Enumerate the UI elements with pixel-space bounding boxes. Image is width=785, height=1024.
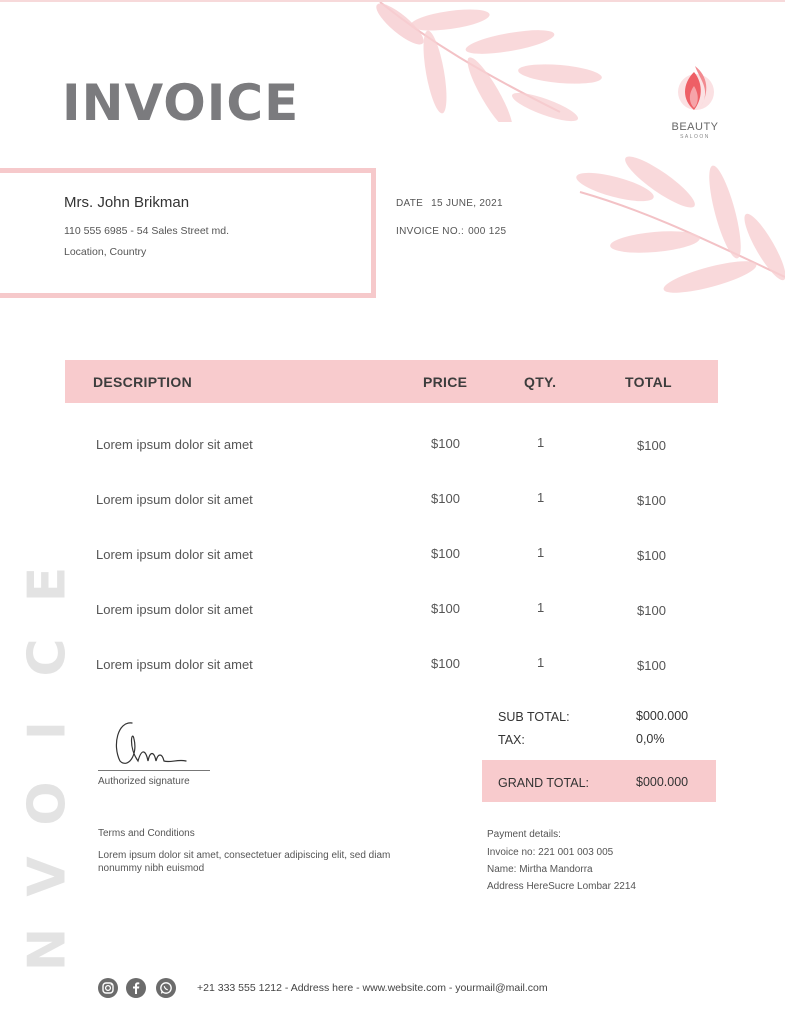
payment-title: Payment details: [487, 829, 561, 840]
client-contact-line: 110 555 6985 - 54 Sales Street md. [64, 225, 229, 237]
grand-total-value: $000.000 [636, 775, 689, 789]
invoice-number-label: INVOICE NO.: [396, 226, 465, 237]
date-value: 15 JUNE, 2021 [431, 198, 503, 209]
invoice-number [396, 226, 506, 237]
watermark-letter: V [17, 856, 78, 897]
row-price: $100 [431, 546, 460, 561]
watermark-letter: O [17, 781, 78, 826]
column-header-description: DESCRIPTION [93, 374, 192, 390]
watermark-letter: N [17, 927, 78, 972]
row-qty: 1 [537, 435, 545, 450]
brand-name: BEAUTY [671, 121, 719, 133]
invoice-title: INVOICE [62, 74, 300, 132]
brand-tagline: SALOON [680, 134, 710, 140]
row-description: Lorem ipsum dolor sit amet [96, 492, 253, 507]
row-qty: 1 [537, 545, 545, 560]
row-description: Lorem ipsum dolor sit amet [96, 602, 253, 617]
row-total: $100 [637, 493, 666, 508]
row-price: $100 [431, 436, 460, 451]
watermark-letter: I [17, 720, 78, 741]
row-total: $100 [637, 603, 666, 618]
terms-text: Lorem ipsum dolor sit amet, consectetuer adipiscing elit, sed diam nonummy nibh euismod [98, 850, 391, 874]
signature-line [98, 770, 210, 771]
row-total: $100 [637, 658, 666, 673]
row-description: Lorem ipsum dolor sit amet [96, 547, 253, 562]
tax-label: TAX: [498, 733, 525, 747]
column-header-price: PRICE [423, 374, 468, 390]
flame-logo-icon [672, 62, 718, 114]
row-price: $100 [431, 491, 460, 506]
instagram-icon[interactable] [98, 978, 118, 998]
payment-address: Address HereSucre Lombar 2214 [487, 881, 636, 892]
signature-drawing [98, 717, 208, 769]
grand-total-label: GRAND TOTAL: [498, 776, 589, 790]
payment-name: Name: Mirtha Mandorra [487, 864, 593, 875]
row-qty: 1 [537, 600, 545, 615]
terms-title: Terms and Conditions [98, 828, 195, 839]
invoice-number-value: 000 125 [468, 226, 507, 237]
row-description: Lorem ipsum dolor sit amet [96, 657, 253, 672]
leaf-branch-top-decoration [360, 2, 610, 122]
brand-logo [662, 62, 728, 140]
row-price: $100 [431, 656, 460, 671]
watermark-letter: C [17, 638, 78, 677]
client-location-line: Location, Country [64, 246, 147, 258]
row-total: $100 [637, 438, 666, 453]
row-description: Lorem ipsum dolor sit amet [96, 437, 253, 452]
subtotal-label: SUB TOTAL: [498, 710, 570, 724]
signature-label: Authorized signature [98, 776, 190, 787]
subtotal-value: $000.000 [636, 709, 689, 723]
row-qty: 1 [537, 655, 545, 670]
row-qty: 1 [537, 490, 545, 505]
row-price: $100 [431, 601, 460, 616]
leaf-branch-right-decoration [560, 152, 785, 312]
row-total: $100 [637, 548, 666, 563]
invoice-date [396, 198, 503, 209]
tax-value: 0,0% [636, 732, 665, 746]
whatsapp-icon[interactable] [156, 978, 176, 998]
date-label: DATE [396, 198, 424, 209]
column-header-total: TOTAL [625, 374, 672, 390]
watermark-letter: E [17, 566, 78, 603]
payment-invoice-number: Invoice no: 221 001 003 005 [487, 847, 614, 858]
column-header-qty: QTY. [524, 374, 557, 390]
client-name: Mrs. John Brikman [64, 194, 190, 211]
footer-contact-info: +21 333 555 1212 - Address here - www.website.com - yourmail@mail.com [197, 982, 548, 994]
vertical-invoice-watermark [17, 548, 78, 986]
facebook-icon[interactable] [126, 978, 146, 998]
